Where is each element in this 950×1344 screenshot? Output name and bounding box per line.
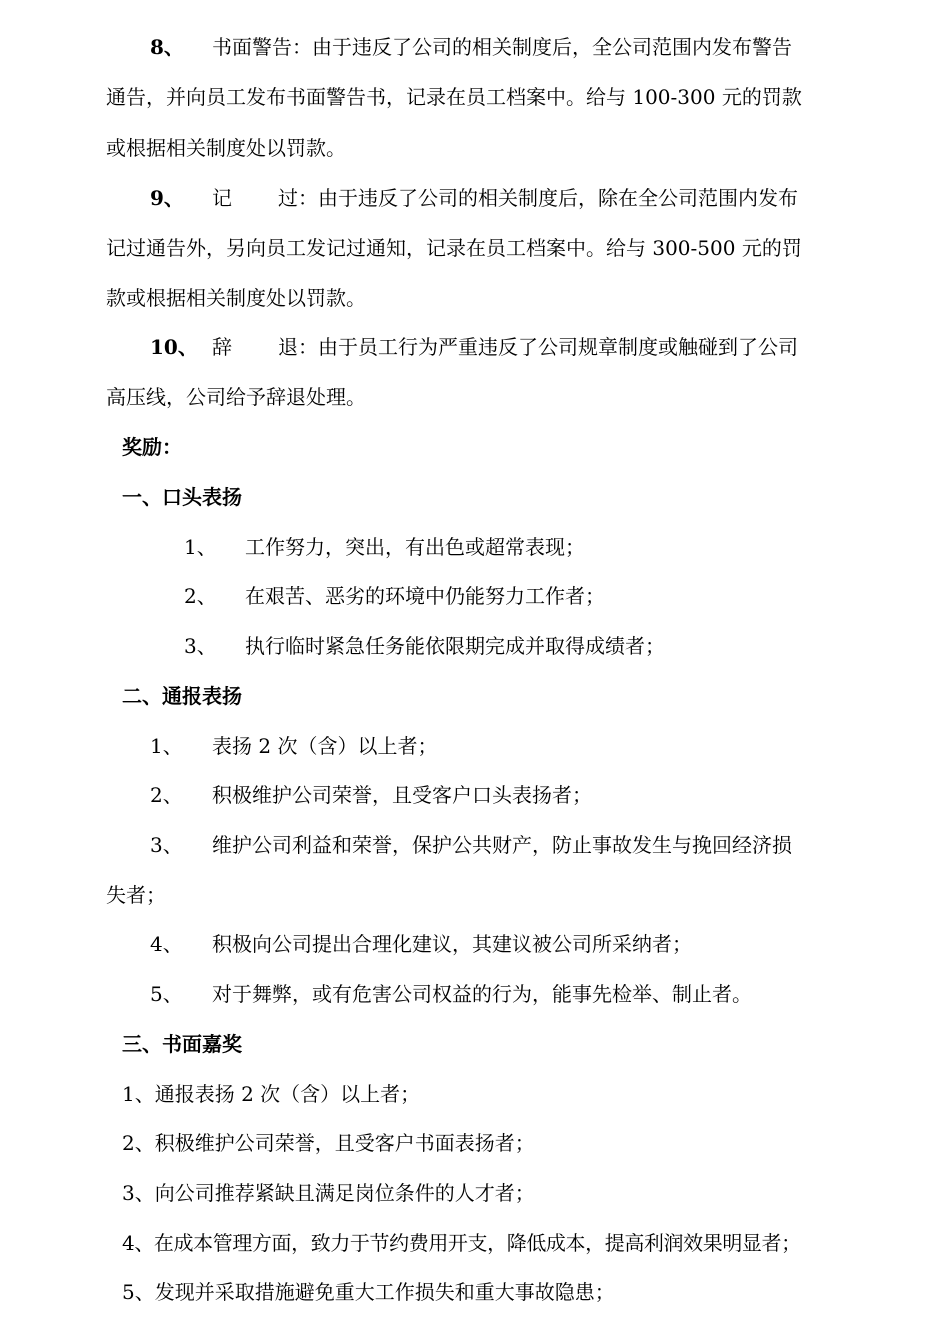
document-page: 8、 书面警告：由于违反了公司的相关制度后，全公司范围内发布警告 通告，并向员工发布书面警告书，记录在员工档案中。给与 100-300 元的罚款 或根据相关制度处以罚款。 9、 记 过：由于违反了公司的相关制度后，除在全公司范围内发布 记过通告外，另向员工发记过通知，记录在员工档案中。给与 300-500 元的罚 款或根据相关制度处以罚款。 10、 辞 退：由于员工行为严重违反了公司规章制度或触碰到了公司 高压线，公司给予辞退处理。 奖励： 一、口头表扬 1、 工作努力，突出，有出色或超常表现； 2、 在艰苦、恶劣的环境中仍能努力工作者； 3、 执行临时紧急任务能依限期完成并取得成绩者； 二、通报表扬 1、 表扬 2 次（含）以上者； 2、 积极维护公司荣誉，且受客户口头表扬者； 3、 维护公司利益和荣誉，保护公共财产，防止事故发生与挽回经济损 失者； 4、 积极向公司提出合理化建议，其建议被公司所采纳者； 5、 对于舞弊，或有危害公司权益的行为，能事先检举、制止者。 三、书面嘉奖 1、通报表扬 2 次（含）以上者； 2、积极维护公司荣誉，且受客户书面表扬者； 3、向公司推荐紧缺且满足岗位条件的人才者； 4、在成本管理方面，致力于节约费用开支，降低成本，提高利润效果明显者； 5、发现并采取措施避免重大工作损失和重大事故隐患；	[0, 0, 950, 1344]
clause-9-title-a: 记	[212, 186, 232, 210]
clause-8-title: 书面警告：由于违反了公司的相关制度后，全公司范围内发布警告	[212, 35, 792, 59]
clause-10-number: 10、	[150, 335, 198, 359]
clause-8-number: 8、	[150, 35, 184, 59]
clause-9-number: 9、	[150, 186, 184, 210]
clause-10-title-a: 辞	[212, 335, 232, 359]
clause-9-title-b: 过：由于违反了公司的相关制度后，除在全公司范围内发布	[278, 186, 798, 210]
clause-10-title-b: 退：由于员工行为严重违反了公司规章制度或触碰到了公司	[278, 335, 798, 359]
